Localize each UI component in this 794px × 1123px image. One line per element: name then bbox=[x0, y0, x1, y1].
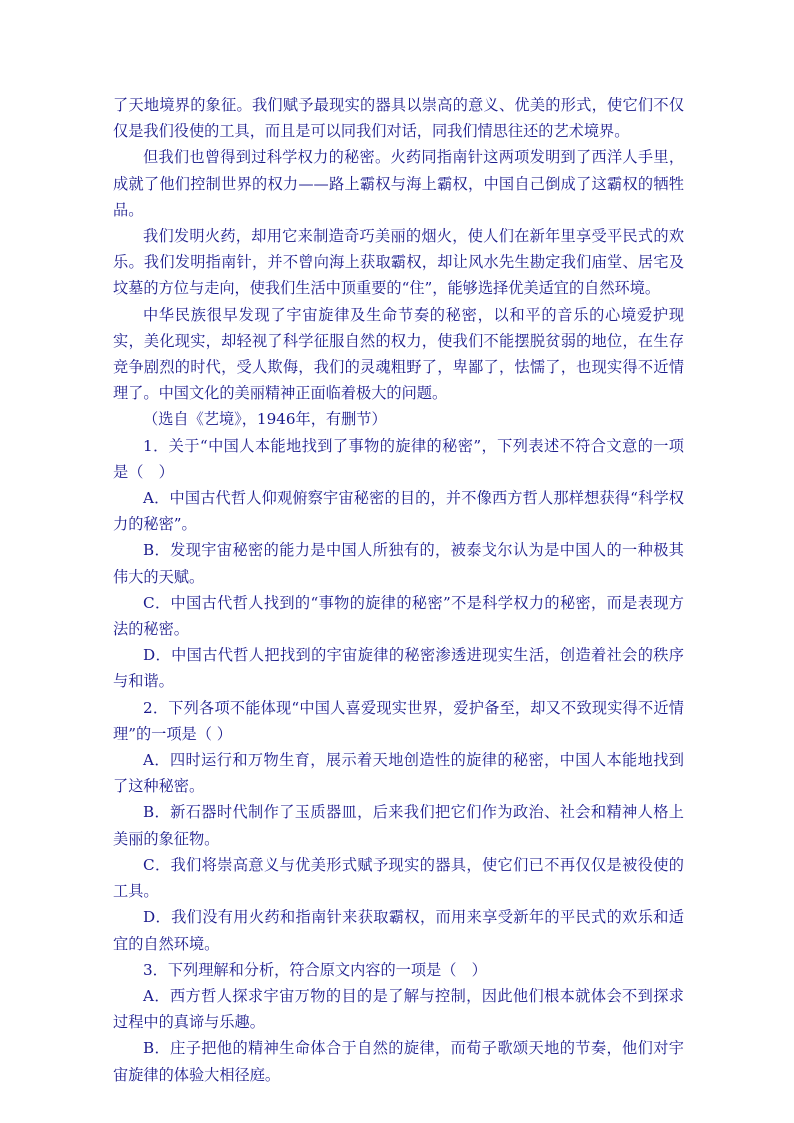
question-1-option-b: B．发现宇宙秘密的能力是中国人所独有的，被泰戈尔认为是中国人的一种极其伟大的天赋。 bbox=[113, 541, 684, 586]
source-citation: （选自《艺境》，1946年，有删节） bbox=[143, 410, 387, 429]
question-2 bbox=[113, 695, 684, 957]
document-page bbox=[113, 92, 684, 1088]
passage-paragraph-1: 了天地境界的象征。我们赋予最现实的器具以崇高的意义、优美的形式，使它们不仅仅是我们役使的工具，而且是可以同我们对话，同我们情思往还的艺术境界。 bbox=[113, 96, 684, 141]
passage-paragraph-4: 中华民族很早发现了宇宙旋律及生命节奏的秘密，以和平的音乐的心境爱护现实，美化现实，却轻视了科学征服自然的权力，使我们不能摆脱贫弱的地位，在生存竞争剧烈的时代，受人欺侮，我们的灵魂粗野了，卑鄙了，怯懦了，也现实得不近情理了。中国文化的美丽精神正面临着极大的问题。 bbox=[113, 305, 684, 403]
passage-paragraph-2: 但我们也曾得到过科学权力的秘密。火药同指南针这两项发明到了西洋人手里，成就了他们控制世界的权力——路上霸权与海上霸权，中国自己倒成了这霸权的牺牲品。 bbox=[113, 148, 684, 219]
question-2-option-d: D．我们没有用火药和指南针来获取霸权，而用来享受新年的平民式的欢乐和适宜的自然环境。 bbox=[113, 908, 684, 953]
question-2-option-b: B．新石器时代制作了玉质器皿，后来我们把它们作为政治、社会和精神人格上美丽的象征物。 bbox=[113, 803, 684, 848]
question-3-stem: 3．下列理解和分析，符合原文内容的一项是（ ） bbox=[143, 960, 487, 979]
question-2-option-c: C．我们将崇高意义与优美形式赋予现实的器具，使它们已不再仅仅是被役使的工具。 bbox=[113, 855, 684, 901]
question-1-option-a: A．中国古代哲人仰观俯察宇宙秘密的目的，并不像西方哲人那样想获得“科学权力的秘密”。 bbox=[113, 489, 684, 534]
question-1-option-d: D．中国古代哲人把找到的宇宙旋律的秘密渗透进现实生活，创造着社会的秩序与和谐。 bbox=[113, 646, 684, 691]
question-3 bbox=[113, 957, 684, 1088]
question-3-option-b: B．庄子把他的精神生命体合于自然的旋律，而荀子歌颂天地的节奏，他们对宇宙旋律的体验大相径庭。 bbox=[113, 1039, 684, 1084]
question-1-stem: 1．关于“中国人本能地找到了事物的旋律的秘密”，下列表述不符合文意的一项是（ ） bbox=[113, 436, 684, 481]
question-1 bbox=[113, 433, 684, 695]
question-2-stem: 2．下列各项不能体现“中国人喜爱现实世界，爱护备至，却又不致现实得不近情理”的一项是（ ） bbox=[113, 698, 684, 743]
question-3-option-a: A．西方哲人探求宇宙万物的目的是了解与控制，因此他们根本就体会不到探求过程中的真谛与乐趣。 bbox=[113, 986, 684, 1032]
passage-paragraph-3: 我们发明火药，却用它来制造奇巧美丽的烟火，使人们在新年里享受平民式的欢乐。我们发明指南针，并不曾向海上获取霸权，却让风水先生勘定我们庙堂、居宅及坟墓的方位与走向，使我们生活中顶重要的“住”，能够选择优美适宜的自然环境。 bbox=[113, 227, 684, 298]
question-1-option-c: C．中国古代哲人找到的“事物的旋律的秘密”不是科学权力的秘密，而是表现方法的秘密。 bbox=[113, 593, 684, 639]
question-2-option-a: A．四时运行和万物生育，展示着天地创造性的旋律的秘密，中国人本能地找到了这种秘密。 bbox=[113, 751, 684, 796]
